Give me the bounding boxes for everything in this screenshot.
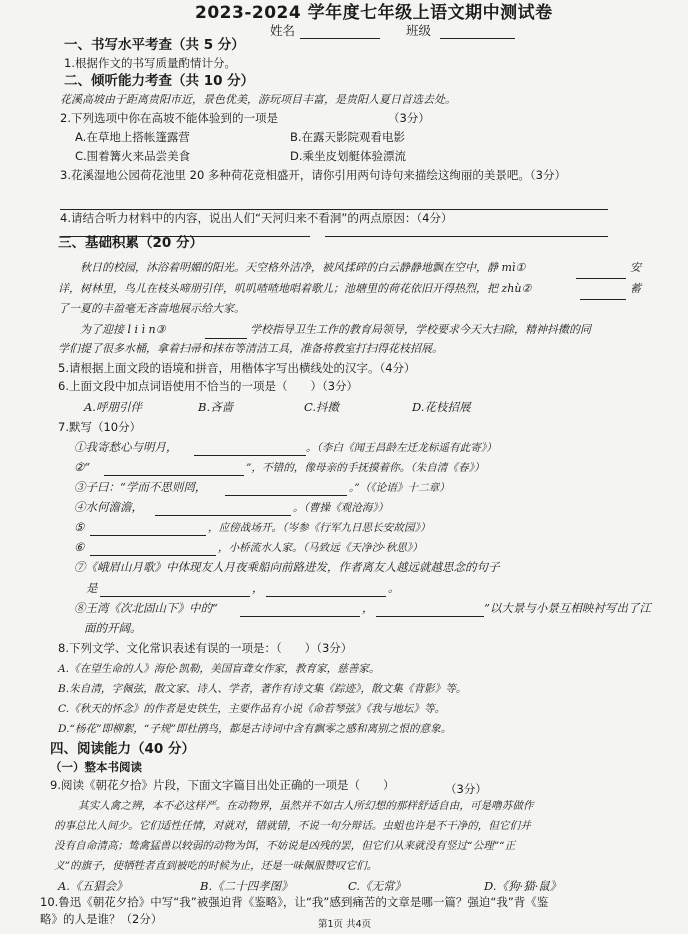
q7-blank-2 [104, 475, 244, 476]
q7-blank-5 [90, 535, 206, 536]
passage-line-4a: 为了迎接 l i ì n③ [80, 323, 166, 336]
q7-blank-1 [194, 455, 306, 456]
question-5: 5.请根据上面文段的语境和拼音，用楷体字写出横线处的汉字。（4分） [58, 361, 416, 375]
passage-line-1: 秋日的校园，沐浴着明媚的阳光。天空格外洁净，被风揉碎的白云静静地飘在空中，静 mì① [80, 261, 526, 274]
question-2: 2.下列选项中你在高坡不能体验到的一项是 [60, 111, 278, 125]
q7-line-8b: ”以大景与小景互相映衬写出了江 [484, 601, 651, 615]
q9-option-d: D.《狗·猫·鼠》 [484, 879, 562, 893]
question-2-points: （3分） [388, 111, 430, 125]
page-number: 第1页 共4页 [318, 919, 372, 930]
q7-line-8c: 面的开阔。 [84, 621, 142, 635]
q7-blank-8b [376, 616, 484, 617]
q8-option-c: C.《秋天的怀念》的作者是史铁生，主要作品有小说《命若琴弦》《我与地坛》等。 [58, 703, 446, 715]
q9-option-a: A.《五猖会》 [58, 879, 128, 893]
q7-line-5b: ，应傍战场开。（岑参《行军九日思长安故园》） [208, 522, 431, 534]
q8-option-d: D.“杨花”即柳絮，“子规”即杜鹃鸟，都是古诗词中含有飘零之感和离别之恨的意象。 [58, 723, 452, 735]
q7-line-1b: 。（李白《闻王昌龄左迁龙标遥有此寄》） [306, 442, 497, 454]
q6-option-d: D.花枝招展 [412, 400, 471, 414]
q7-line-6b: ，小桥流水人家。（马致远《天净沙·秋思》） [218, 542, 423, 554]
q4-answer-line-2 [325, 236, 608, 237]
q6-option-c: C.抖擞 [304, 400, 340, 414]
q8-option-a: A.《在望生命的人》海伦·凯勒，美国盲聋女作家，教育家，慈善家。 [58, 663, 380, 675]
q7-line-3b: 。”（《论语》十二章） [349, 482, 450, 494]
q9-option-b: B.《二十四孝图》 [200, 879, 293, 893]
q3-answer-line [60, 209, 608, 210]
q7-line-2b: ”，不错的，像母亲的手抚摸着你。（朱自清《春》） [246, 462, 485, 474]
q7-line-7: ⑦《峨眉山月歌》中体现友人月夜乘船向前路进发，作者离友人越远就越思念的句子 [74, 560, 500, 574]
passage-line-5: 学们提了很多水桶，拿着扫帚和抹布等清洁工具，准备将教室打扫得花枝招展。 [58, 342, 443, 355]
q7-line-8-comma: ， [362, 601, 374, 615]
q7-line-2a: ②“ [74, 460, 91, 474]
exam-title: 2023-2024 学年度七年级上语文期中测试卷 [195, 3, 553, 23]
q9-excerpt-line-3: 没有自命清高；鸷禽猛兽以较弱的动物为饵，不妨说是凶残的罢，但它们从来就没有竖过“公理”“正 [54, 840, 516, 852]
q2-option-d: D.乘坐皮划艇体验漂流 [290, 149, 407, 163]
q7-line-6a: ⑥ [74, 540, 85, 554]
q7-blank-7a [100, 596, 250, 597]
q9-excerpt-line-2: 的事总比人间少。它们适性任情，对就对，错就错，不说一句分辩话。虫蛆也许是不干净的，但它们并 [54, 820, 531, 832]
passage-line-2: 详，树林里，鸟儿在枝头啼朋引伴，叽叽喳喳地唱着歌儿；池塘里的荷花依旧开得热烈，把 zhù② [58, 282, 532, 295]
q7-line-1a: ①我寄愁心与明月， [74, 440, 178, 454]
question-6: 6.上面文段中加点词语使用不恰当的一项是（ ）（3分） [58, 379, 359, 393]
q7-blank-6 [90, 555, 216, 556]
question-4: 4.请结合听力材料中的内容，说出人们“天河归来不看洞”的两点原因：（4分） [60, 211, 453, 225]
name-label: 姓名 [270, 23, 296, 38]
q7-line-5a: ⑤ [74, 520, 85, 534]
q7-line-4b: 。（曹操《观沧海》） [293, 502, 389, 514]
q8-option-b: B.朱自清，字佩弦，散文家、诗人、学者，著作有诗文集《踪迹》，散文集《背影》等。 [58, 683, 467, 695]
q7-line-7-period: 。 [388, 581, 400, 595]
section4-subheading: （一）整本书阅读 [50, 760, 142, 774]
q7-blank-8a [240, 616, 360, 617]
q7-blank-3 [225, 495, 347, 496]
q7-blank-7b [266, 596, 386, 597]
q9-excerpt-line-4: 义”的旗子，使牺牲者直到被吃的时候为止，还是一味佩服赞叹它们。 [54, 860, 378, 872]
q9-option-c: C.《无常》 [348, 879, 407, 893]
question-1: 1.根据作文的书写质量酌情计分。 [64, 56, 236, 70]
question-3: 3.花溪湿地公园荷花池里 20 多种荷花竞相盛开，请你引用两句诗句来描绘这绚丽的美景吧。（3分） [60, 168, 566, 182]
q6-option-a: A.呼朋引伴 [84, 400, 142, 414]
passage-char-an: 安 [630, 261, 641, 274]
q7-line-4a: ④水何澹澹， [74, 500, 143, 514]
blank-1 [576, 278, 626, 279]
question-10-cont: 略》的人是谁？（2分） [40, 912, 163, 926]
q2-option-c: C.围着篝火来品尝美食 [75, 149, 191, 163]
section3-heading: 三、基础积累（20 分） [58, 235, 203, 251]
class-field-line [440, 38, 515, 39]
class-label: 班级 [406, 23, 432, 38]
passage-char-xu: 蓄 [630, 282, 641, 295]
section4-heading: 四、阅读能力（40 分） [50, 741, 195, 757]
q2-option-b: B.在露天影院观看电影 [290, 130, 406, 144]
q6-option-b: B.吝啬 [198, 400, 234, 414]
q2-option-a: A.在草地上搭帐篷露营 [75, 130, 190, 144]
listening-note: 花溪高坡由于距离贵阳市近，景色优美，游玩项目丰富，是贵阳人夏日首选去处。 [60, 93, 456, 106]
q7-line-7-shi: 是 [86, 581, 98, 595]
section1-heading: 一、书写水平考查（共 5 分） [64, 37, 245, 53]
q7-blank-4 [155, 515, 291, 516]
blank-2 [580, 299, 626, 300]
q7-line-7-comma: ， [252, 581, 264, 595]
q7-line-3a: ③子曰：“学而不思则罔， [74, 480, 207, 494]
question-9-points: （3分） [445, 782, 487, 796]
passage-line-3: 了一夏的丰盈毫无吝啬地展示给大家。 [58, 302, 245, 315]
question-7: 7.默写（10分） [58, 420, 142, 434]
blank-3 [205, 338, 247, 339]
name-field-line [300, 38, 380, 39]
q9-excerpt-line-1: 其实人禽之辨，本不必这样严。在动物界，虽然并不如古人所幻想的那样舒适自由，可是噜苏做作 [78, 800, 534, 812]
question-10: 10.鲁迅《朝花夕拾》中写“我”被强迫背《鉴略》，让“我”感到痛苦的文章是哪一篇？强迫“我”背《鉴 [40, 895, 549, 909]
question-8: 8.下列文学、文化常识表述有误的一项是：（ ）（3分） [58, 641, 353, 655]
section2-heading: 二、倾听能力考查（共 10 分） [64, 73, 255, 89]
question-9: 9.阅读《朝花夕拾》片段，下面文字篇目出处正确的一项是（ ） [50, 778, 395, 792]
q7-line-8a: ⑧王湾《次北固山下》中的“ [74, 601, 218, 615]
passage-line-4b: 学校指导卫生工作的教育局领导，学校要求今天大扫除，精神抖擞的同 [250, 323, 591, 336]
